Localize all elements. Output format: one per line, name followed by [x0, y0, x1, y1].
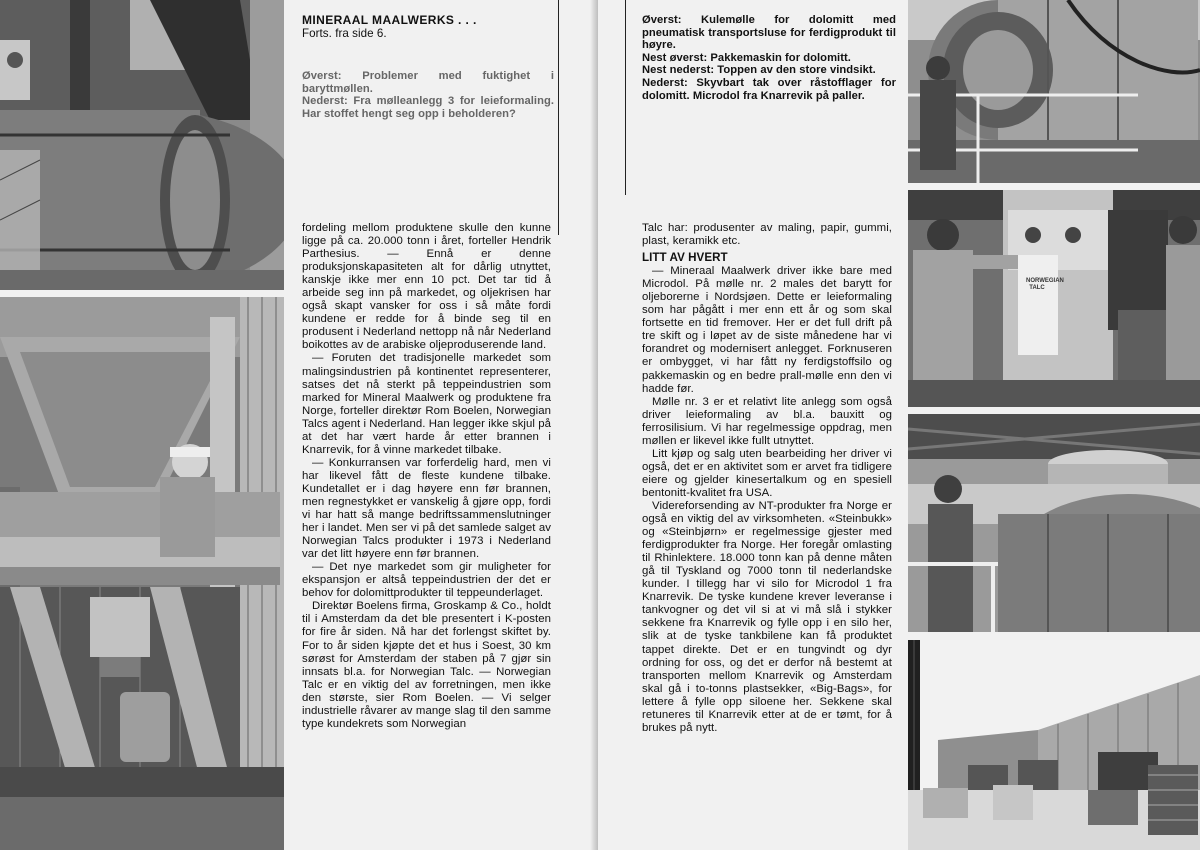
photo-barytt-mill: [0, 0, 284, 290]
continued-note: Forts. fra side 6.: [302, 27, 387, 41]
body-paragraph: fordeling mellom produktene skulle den kunne ligge på ca. 20.000 tonn i året, forteller Hendrik Parthesius. — Ennå er denne produksjonskapasiteten alt for dårlig utnyttet, kanskje ikke mer enn 10 pct. Det tar tid å arbeide seg inn på markedet, og oljekrisen har også skapt vansker for oss i så måte fordi kundene er redde for å binde seg til en produsent i Nederland nettopp nå når Nederland boikottes av de arabiske oljeproduserende land.: [302, 222, 551, 352]
right-caption-block: [642, 14, 896, 102]
article-heading: MINERAAL MAALWERKS . . .: [302, 13, 477, 27]
body-paragraph: — Foruten det tradisjonelle markedet som malingsindustrien på kontinentet representerer, satses det nå sterkt på teppeindustrien som marked for Mineral Maalwerk og produktene fra Norge, forteller direktør Rom Boelen, Norwegian Talcs agent i Nederland. Han legger ikke skjul på at det har vært harde år etter brannen i Knarrevik, for å vinne markedet tilbake.: [302, 352, 551, 456]
bag-label: NORWEGIAN TALC: [1026, 278, 1064, 291]
left-page: [0, 0, 598, 850]
photo-caption: Øverst: Problemer med fuktighet i baryttmøllen.: [302, 70, 554, 95]
column-rule: [625, 0, 626, 195]
photo-caption: Nest nederst: Toppen av den store vindsikt.: [642, 64, 876, 77]
photo-hopper-worker: [0, 297, 284, 850]
body-paragraph: Videreforsending av NT-produkter fra Norge er også en viktig del av virksomheten. «Steinbukk» og «Steinbjørn» er regelmessige gjester med ferdigprodukter fra Norge. Her foregår omlasting til Rhinlektere. 18.000 tonn kan på denne måten gå til Tyskland og 7000 tonn til nederlandske kunder. I tillegg har vi silo for Microdol 1 fra Knarrevik. De tyske kundene krever leveranse i tankvogner og det vil si at vi må slå i stykker sekkene fra Knarrevik og fylle opp i en silo her, slik at de tyske tankbilene kan få produktet tappet direkte. Det er en tungvindt og dyr ordning for oss, og det er derfor nå bestemt at transporten mellom Knarrevik og Amsterdam skal gå i to-tonns plastsekker, «Big-Bags», for lettere å fylle opp siloene her. Sekkene skal retuneres til Knarrevik etter at de er tømt, for å brukes på nytt.: [642, 499, 892, 734]
photo-ball-mill: [908, 0, 1200, 183]
photo-caption: Nest øverst: Pakkemaskin for dolomitt.: [642, 51, 851, 64]
right-page: [598, 0, 1200, 850]
body-paragraph: Litt kjøp og salg uten bearbeiding her driver vi også, det er en aktivitet som er arvet fra tidligere eiere og gjelder kinesertalkum og en spesiell bentonitt-kvalitet fra USA.: [642, 447, 892, 499]
photo-packing-machine: [908, 190, 1200, 407]
left-body-column: [302, 222, 551, 731]
body-paragraph: — Konkurransen var forferdelig hard, men vi har likevel fått de fleste kundene tilbake. Kundetallet er i dag høyere enn før brannen, men regnestykket er vanskelig å gjøre opp, fordi vi har hatt så mange bedriftssammenslutninger her i landet. Men ser vi på det samlede salget av Norwegian Talcs produkter i 1973 i Nederland var det litt høyere enn før brannen.: [302, 456, 551, 561]
body-paragraph: Mølle nr. 3 er et relativt lite anlegg som også driver leieformaling av bl.a. bauxitt og ferrosilisium. Vi har regelmessige oppdrag, men møllen er likevel ikke fullt utnyttet.: [642, 395, 892, 447]
photo-air-classifier: [908, 414, 1200, 632]
left-caption-block: [302, 14, 554, 120]
section-heading: LITT AV HVERT: [642, 251, 728, 265]
photo-storage-roof: [908, 640, 1200, 850]
body-paragraph: — Det nye markedet som gir muligheter for ekspansjon er altså teppeindustrien der det er behov for dolomittprodukter til teppeunderlaget.: [302, 561, 551, 600]
body-paragraph: Talc har: produsenter av maling, papir, gummi, plast, keramikk etc.: [642, 222, 892, 248]
right-body-column: [642, 222, 892, 735]
column-rule: [558, 0, 559, 235]
photo-caption: Nederst: Fra mølleanlegg 3 for leieformaling. Har stoffet hengt seg opp i beholderen?: [302, 95, 554, 120]
body-paragraph: Direktør Boelens firma, Groskamp & Co., holdt til i Amsterdam da det ble presentert i K-posten for fire år siden. Nå har det forlengst skiftet by. For to år siden kjøpte det et hus i Soest, 30 km sørøst for Amsterdam der staben på 7 gjør sin innsats bl.a. for Norwegian Talc. — Norwegian Talc er en viktig del av forretningen, men ikke den største, sier Rom Boelen. — Vi selger industrielle råvarer av mange slag til den samme type kundekrets som Norwegian: [302, 600, 551, 730]
photo-caption: Nederst: Skyvbart tak over råstofflager for dolomitt. Microdol fra Knarrevik på paller.: [642, 76, 896, 102]
photo-caption: Øverst: Kulemølle for dolomitt med pneumatisk transportsluse for ferdigprodukt til høyre.: [642, 14, 896, 52]
body-paragraph: — Mineraal Maalwerk driver ikke bare med Microdol. På mølle nr. 2 males det barytt for oljeborerne i Nordsjøen. Dette er leieformaling som har pågått i mer enn ett år og som skal fortsette en tid fremover. Her er det full drift på tre skift og i løpet av de siste månedene har vi forandret og modernisert anlegget. Forknuseren er ombygget, vi har fått ny ferdigstoffsilo og pakkemaskin og en bedre prall-mølle enn den vi hadde før.: [642, 265, 892, 395]
